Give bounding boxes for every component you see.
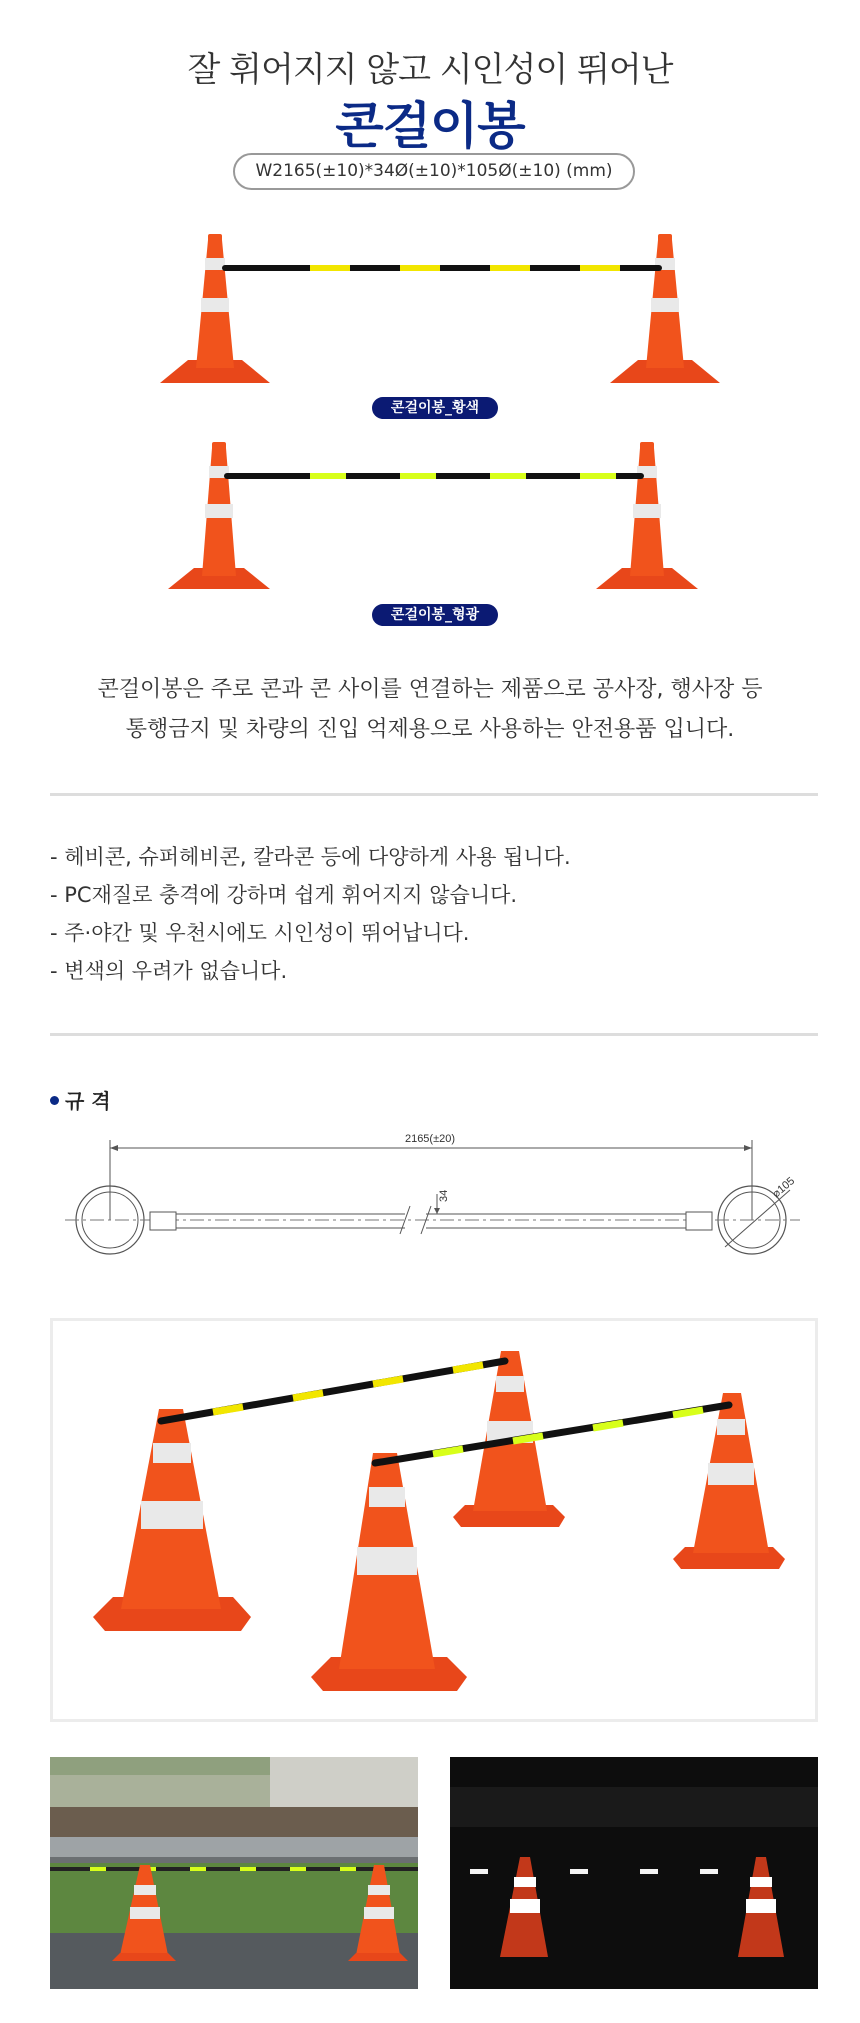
cone-left: [168, 442, 270, 589]
description-line-1: 콘걸이봉은 주로 콘과 콘 사이를 연결하는 제품으로 공사장, 행사장 등: [97, 677, 763, 702]
feature-item: - 변색의 우려가 없습니다.: [50, 959, 288, 983]
day-photo: [50, 1757, 418, 1989]
cone-right: [610, 234, 720, 383]
length-label: 2165(±20): [404, 1133, 456, 1145]
spec-diagram: [60, 1130, 820, 1280]
product-description: [0, 670, 860, 750]
divider: [50, 1033, 818, 1036]
cone-right: [596, 442, 698, 589]
product-image-fluorescent: [160, 434, 720, 604]
product-tag-yellow: 콘걸이봉_황색: [372, 397, 498, 419]
cone-front: [311, 1453, 467, 1691]
page-title: 콘걸이봉: [335, 97, 525, 155]
feature-item: - PC재질로 충격에 강하며 쉽게 휘어지지 않습니다.: [50, 883, 518, 907]
product-tag-fluorescent: 콘걸이봉_형광: [372, 604, 498, 626]
cone-right: [673, 1393, 785, 1569]
bar-yellow: [161, 1361, 505, 1421]
feature-list: [50, 838, 571, 990]
divider: [50, 793, 818, 796]
product-photo: [50, 1318, 818, 1722]
cone-left: [93, 1409, 251, 1631]
cone-left: [160, 234, 270, 383]
spec-pill: W2165(±10)*34Ø(±10)*105Ø(±10) (mm): [233, 153, 635, 190]
description-line-2: 통행금지 및 차량의 진입 억제용으로 사용하는 안전용품 입니다.: [125, 717, 735, 742]
night-photo: [450, 1757, 818, 1989]
spec-heading: 규 격: [50, 1085, 111, 1114]
product-image-yellow: [160, 228, 720, 398]
diameter-label: 34: [438, 1189, 450, 1202]
feature-item: - 헤비콘, 슈퍼헤비콘, 칼라콘 등에 다양하게 사용 됩니다.: [50, 845, 571, 869]
bar-fluorescent: [375, 1405, 729, 1463]
page-subtitle: 잘 휘어지지 않고 시인성이 뛰어난: [187, 50, 673, 90]
bullet-icon: [50, 1096, 59, 1105]
feature-item: - 주·야간 및 우천시에도 시인성이 뛰어납니다.: [50, 921, 470, 945]
cap-label: ⌀105: [770, 1175, 798, 1201]
